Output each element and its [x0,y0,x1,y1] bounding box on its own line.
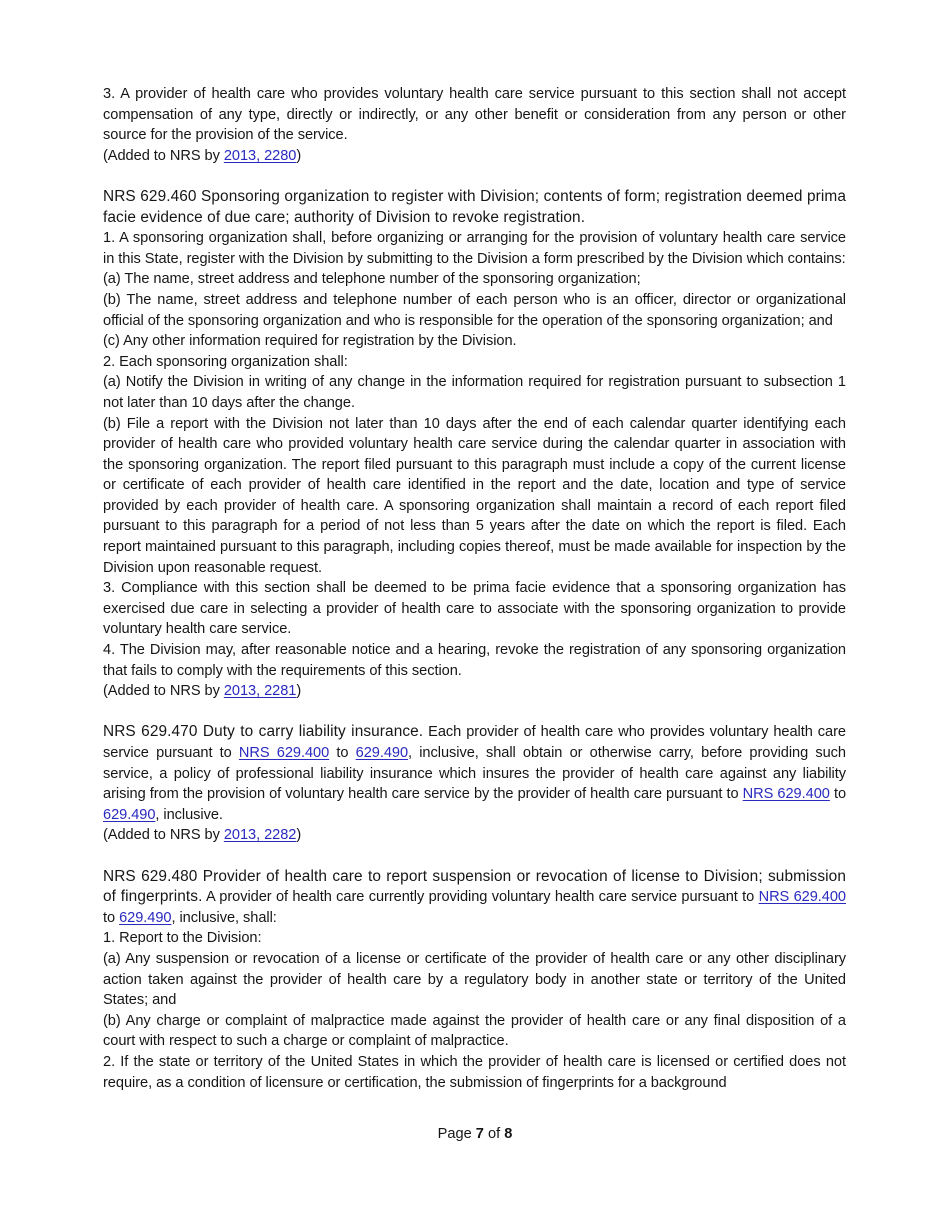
source-note-2281 [103,681,846,702]
paragraph-629460-1c: (c) Any other information required for registration by the Division. [103,333,517,350]
section-citation-629470: NRS 629.470 [103,723,198,741]
paragraph-629480-1a: (a) Any suspension or revocation of a license or certificate of the provider of health care or any other disciplinary action taken against the provider of health care by a regulatory body in another state or territory of the United States; and [103,950,846,1009]
source-note-suffix: ) [296,147,302,164]
link-2013-2282[interactable]: 2013, 2282 [223,827,297,844]
connector-to-a: to [329,745,356,761]
section-629470 [103,722,846,825]
section-citation-629480: NRS 629.480 [103,867,198,885]
section-body-629470-part1: Each provider of health care who provides voluntary health care service pursuant to [103,724,846,761]
footer-total-pages: 8 [504,1126,513,1142]
section-spacer [103,846,846,867]
section-body-629480-part2: , inclusive, shall: [171,909,277,926]
document-body [103,84,846,1093]
footer-prefix: Page [437,1126,476,1142]
link-nrs-629400-b[interactable]: NRS 629.400 [742,786,830,803]
source-note-2282 [103,825,846,846]
source-note-prefix: (Added to NRS by [103,827,224,844]
paragraph-629460-1a: (a) The name, street address and telephone number of the sponsoring organization; [103,271,641,288]
section-spacer [103,702,846,723]
paragraph-629460-2a: (a) Notify the Division in writing of any change in the information required for registration pursuant to subsection 1 not later than 10 days after the change. [103,374,846,411]
source-note-2280 [103,146,846,167]
footer-middle: of [483,1126,505,1142]
paragraph-629460-3: 3. Compliance with this section shall be deemed to be prima facie evidence that a sponsoring organization has exercised due care in selecting a provider of health care to associate with the sponsoring organization to provide voluntary health care service. [103,580,846,638]
section-body-629480-part1: A provider of health care currently providing voluntary health care service pursuant to [202,889,759,906]
source-note-prefix: (Added to NRS by [103,147,224,164]
footer-current-page: 7 [475,1126,484,1142]
link-629490-a[interactable]: 629.490 [355,745,409,761]
link-nrs-629400-a[interactable]: NRS 629.400 [238,745,330,761]
section-629480 [103,867,846,929]
section-title-629460: Sponsoring organization to register with Division; contents of form; registration deemed prima facie evidence of due care; authority of Division to revoke registration. [103,187,846,226]
section-title-629480: Provider of health care to report suspension or revocation of license to Division; submission of fingerprints. [103,867,846,906]
section-spacer [103,166,846,187]
paragraph-629460-1b: (b) The name, street address and telephone number of each person who is an officer, director or organizational official of the sponsoring organization and who is responsible for the operation of the sponsoring organization; and [103,291,846,329]
page-footer [0,1124,950,1144]
paragraph-629460-2b: (b) File a report with the Division not later than 10 days after the end of each calendar quarter identifying each provider of health care who provided voluntary health care service during the calendar quarter in association with the sponsoring organization. The report filed pursuant to this paragraph must include a copy of the current license or certificate of each provider of health care identified in the report and the date, location and type of service provided by each provider of health care. A sponsoring organization shall maintain a record of each report filed pursuant to this paragraph for a period of not less than 5 years after the date on which the report is filed. Each report maintained pursuant to this paragraph, including copies thereof, must be made available for inspection by the Division upon reasonable request. [103,415,846,576]
connector-to-c: to [103,909,120,926]
section-body-629470-part2: , inclusive, shall obtain or otherwise carry, before providing such service, a policy of professional liability insurance which insures the provider of health care against any liability arising from the provision of voluntary health care service by the provider of health care pursuant to [103,745,846,803]
paragraph-629480-1b: (b) Any charge or complaint of malpractice made against the provider of health care or any final disposition of a court with respect to such a charge or complaint of malpractice. [103,1012,846,1050]
section-citation-629460: NRS 629.460 [103,187,197,205]
section-heading-629460 [103,187,846,228]
link-629490-c[interactable]: 629.490 [119,909,172,926]
source-note-suffix: ) [296,827,302,844]
source-note-prefix: (Added to NRS by [103,683,224,700]
paragraph-629450-3: 3. A provider of health care who provides voluntary health care service pursuant to this section shall not accept compensation of any type, directly or indirectly, or any other benefit or consideration from any person or other source for the provision of the service. [103,86,846,144]
link-2013-2281[interactable]: 2013, 2281 [223,683,297,700]
paragraph-629480-1: 1. Report to the Division: [103,930,262,947]
link-2013-2280[interactable]: 2013, 2280 [223,147,297,164]
paragraph-629460-2: 2. Each sponsoring organization shall: [103,353,348,370]
paragraph-629460-4: 4. The Division may, after reasonable notice and a hearing, revoke the registration of any sponsoring organization that fails to comply with the requirements of this section. [103,642,846,679]
link-nrs-629400-c[interactable]: NRS 629.400 [758,889,846,906]
section-body-629470-part3: , inclusive. [155,806,223,823]
paragraph-629480-2: 2. If the state or territory of the United States in which the provider of health care is licensed or certified does not require, as a condition of licensure or certification, the submission of fingerprints for a background [103,1053,846,1091]
section-title-629470: Duty to carry liability insurance. [197,723,424,741]
link-629490-b[interactable]: 629.490 [103,806,156,823]
paragraph-629460-1: 1. A sponsoring organization shall, before organizing or arranging for the provision of voluntary health care service in this State, register with the Division by submitting to the Division a form prescribed by the Division which contains: [103,230,846,267]
connector-to-b: to [829,786,847,803]
source-note-suffix: ) [296,683,302,700]
